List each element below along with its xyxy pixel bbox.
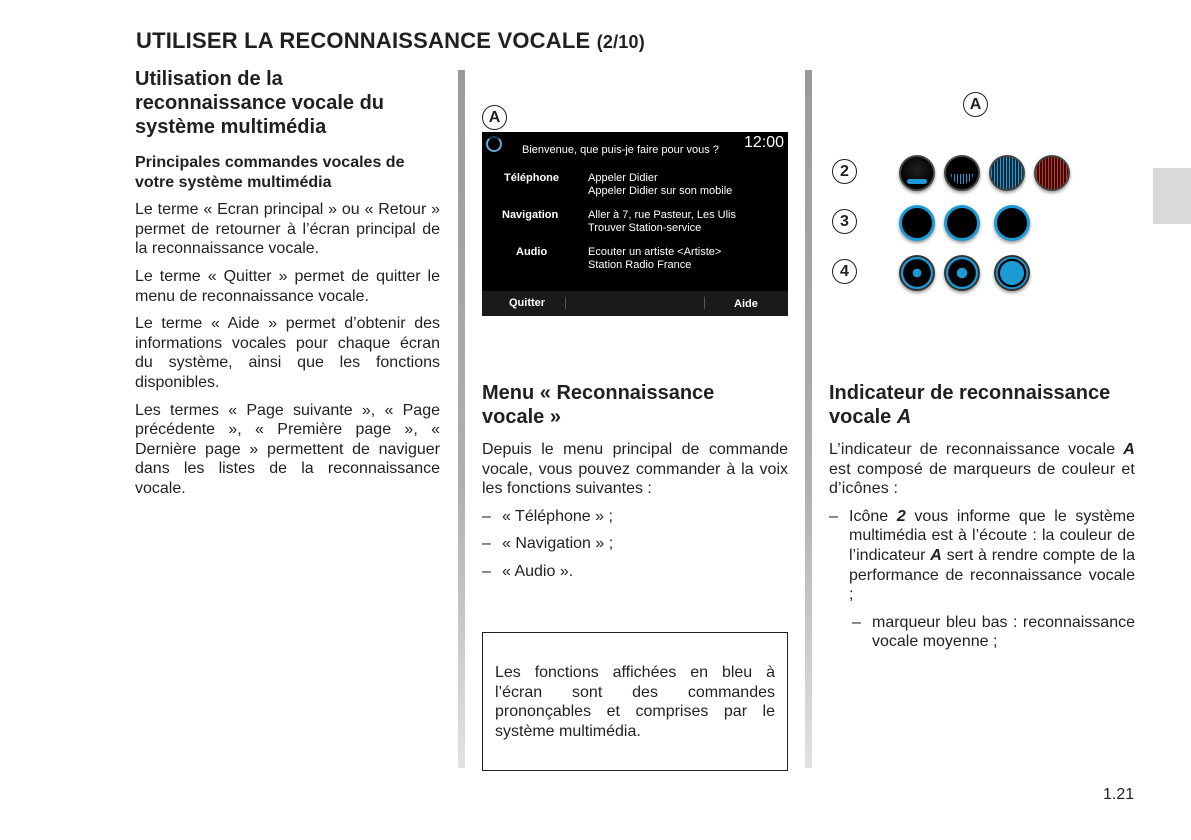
indicator-icon	[899, 255, 935, 291]
note-text: Les fonctions affichées en bleu à l’écran sont des commandes prononçables et comprises par le système multimédia.	[495, 664, 775, 740]
page-number: 1.21	[1103, 786, 1135, 803]
paragraph-pages: Les termes « Page suivante », « Page précédente », « Première page », « Dernière page » permettent de naviguer dans les listes de la reconnaissance vocale.	[135, 401, 440, 497]
indicator-marker	[951, 174, 973, 184]
help-button[interactable]: Aide	[734, 298, 758, 310]
indicator-icon	[1034, 155, 1070, 191]
reference-a: A	[1123, 441, 1135, 458]
paragraph-ecran-principal: Le terme « Ecran principal » ou « Retour » permet de retourner à l’écran principal de la reconnaissance vocale.	[135, 201, 440, 258]
column-divider-right	[805, 70, 812, 768]
indicator-icon	[994, 205, 1030, 241]
right-column-text	[829, 381, 1135, 660]
screen-greeting: Bienvenue, que puis-je faire pour vous ?	[522, 144, 719, 156]
text-span: vous informe que le système multimédia est à l’écoute : la couleur de l’indicateur	[849, 507, 1135, 564]
indicator-icon	[944, 155, 980, 191]
voice-recognition-screen	[482, 132, 788, 316]
screen-clock: 12:00	[744, 134, 785, 151]
menu-section-heading: Menu « Reconnaissance vocale »	[482, 382, 715, 428]
page-title	[136, 28, 645, 54]
indicator-icon	[899, 205, 935, 241]
command-line: Station Radio France	[588, 259, 692, 271]
indicator-icon	[944, 255, 980, 291]
row-label-3: 3	[832, 209, 857, 234]
indicator-section-heading	[829, 381, 1135, 429]
paragraph-aide: Le terme « Aide » permet d’obtenir des informations vocales pour chaque écran du système, ainsi que les fonctions disponibles.	[135, 315, 440, 391]
paragraph-quitter: Le terme « Quitter » permet de quitter le menu de reconnaissance vocale.	[135, 267, 440, 305]
page-part-indicator: (2/10)	[596, 32, 645, 52]
indicator-icon	[944, 205, 980, 241]
page-title-text: UTILISER LA RECONNAISSANCE VOCALE	[136, 28, 591, 53]
indicator-heading-ref: A	[896, 406, 912, 428]
indicator-icon	[994, 255, 1030, 291]
callout-a-label: A	[963, 92, 988, 117]
bar-separator	[704, 297, 705, 309]
menu-label-navigation[interactable]: Navigation	[502, 209, 559, 221]
row-label-4: 4	[832, 259, 857, 284]
indicator-marker	[907, 179, 927, 184]
reference-2: 2	[896, 507, 906, 525]
indicator-icon	[989, 155, 1025, 191]
text-span: Icône	[849, 507, 889, 525]
middle-column-text	[482, 381, 788, 590]
reference-a: A	[930, 546, 942, 564]
command-line: Appeler Didier sur son mobile	[588, 185, 733, 197]
sub-list-item: – marqueur bleu bas : reconnaissance vocale moyenne ;	[852, 613, 1135, 652]
list-item: – « Navigation » ;	[482, 534, 788, 554]
text-span: L’indicateur de reconnaissance vocale	[829, 441, 1116, 458]
command-line: Trouver Station-service	[588, 222, 702, 234]
list-item: – « Téléphone » ;	[482, 507, 788, 527]
command-line: Ecouter un artiste <Artiste>	[588, 246, 722, 258]
left-column	[135, 67, 440, 507]
command-line: Aller à 7, rue Pasteur, Les Ulis	[588, 209, 736, 221]
menu-command-telephone[interactable]	[588, 172, 732, 198]
menu-label-telephone[interactable]: Téléphone	[504, 172, 560, 184]
text-span: sert à rendre compte de la performance de reconnaissance vocale ;	[849, 546, 1136, 604]
screen-bottom-bar	[482, 291, 788, 316]
menu-intro: Depuis le menu principal de commande vocale, vous pouvez commander à la voix les fonctions suivantes :	[482, 441, 788, 498]
row-label-2: 2	[832, 159, 857, 184]
chapter-tab	[1153, 168, 1191, 224]
loading-spinner-icon	[486, 136, 502, 152]
indicator-icon	[899, 155, 935, 191]
text-span: est composé de marqueurs de couleur et d’icônes :	[829, 460, 1135, 498]
list-item	[829, 507, 1135, 605]
bar-separator	[565, 297, 566, 309]
list-item: – « Audio ».	[482, 562, 788, 582]
menu-label-audio[interactable]: Audio	[516, 246, 548, 258]
callout-a-label: A	[482, 105, 507, 130]
note-box	[482, 632, 788, 771]
quit-button[interactable]: Quitter	[509, 297, 546, 309]
section-subheading: Principales commandes vocales de votre système multimédia	[135, 154, 405, 191]
menu-command-audio[interactable]	[588, 246, 721, 272]
section-heading: Utilisation de la reconnaissance vocale du système multimédia	[135, 68, 385, 138]
indicator-heading-text: Indicateur de reconnaissance vocale	[829, 382, 1111, 428]
indicator-description	[829, 440, 1135, 499]
command-line: Appeler Didier	[588, 172, 658, 184]
column-divider-left	[458, 70, 465, 768]
menu-command-navigation[interactable]	[588, 209, 736, 235]
